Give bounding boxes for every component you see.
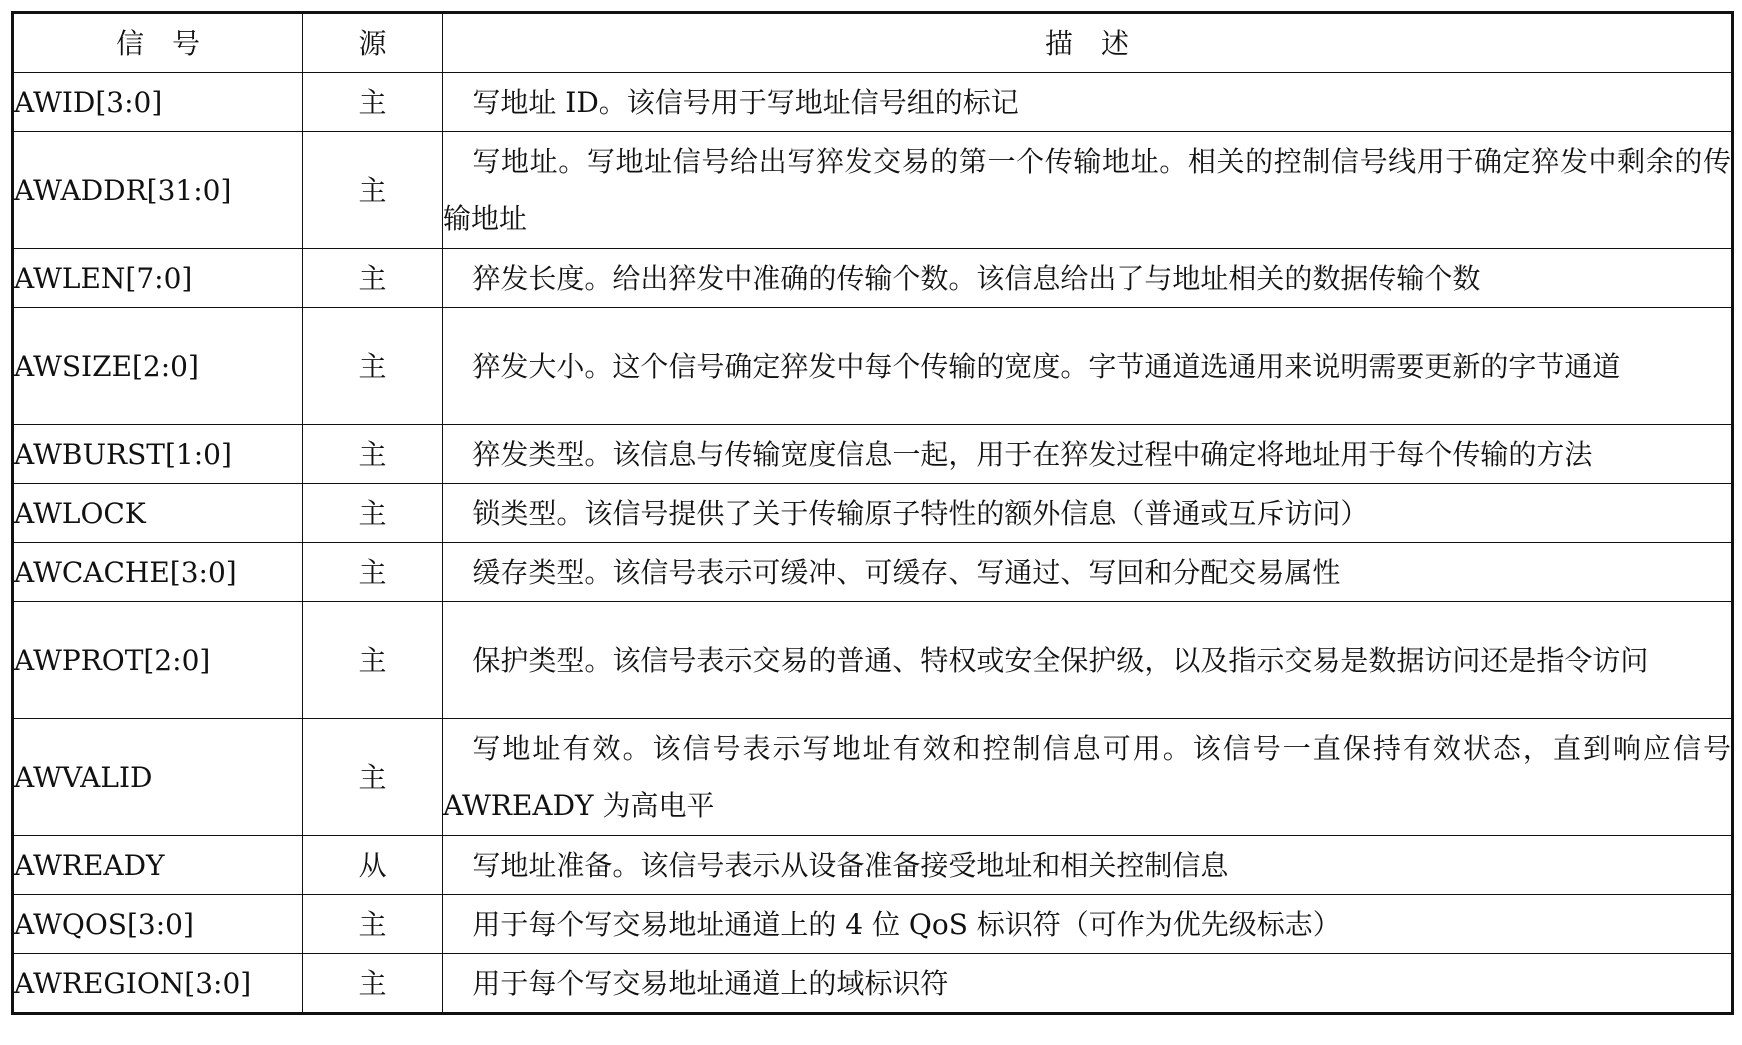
table-row: [13, 132, 1733, 249]
signal-cell: AWPROT[2:0]: [13, 602, 303, 719]
description-text: 用于每个写交易地址通道上的域标识符: [472, 966, 949, 1000]
description-text: 写地址。写地址信号给出写猝发交易的第一个传输地址。相关的控制信号线用于确定猝发中剩余的传输地址: [443, 145, 1731, 235]
signal-cell: AWREADY: [13, 836, 303, 895]
description-cell: [443, 73, 1733, 132]
signal-cell: AWREGION[3:0]: [13, 954, 303, 1014]
signal-cell: AWVALID: [13, 719, 303, 836]
description-cell: [443, 425, 1733, 484]
signal-cell: AWLOCK: [13, 484, 303, 543]
description-cell: [443, 954, 1733, 1014]
source-cell: 主: [303, 73, 443, 132]
table-header-row: [13, 13, 1733, 73]
description-text: 写地址有效。该信号表示写地址有效和控制信息可用。该信号一直保持有效状态，直到响应信号 AWREADY 为高电平: [443, 732, 1731, 822]
description-cell: [443, 895, 1733, 954]
table-row: [13, 73, 1733, 132]
description-cell: [443, 132, 1733, 249]
source-cell: 主: [303, 719, 443, 836]
source-cell: 主: [303, 425, 443, 484]
header-description: 描 述: [443, 13, 1733, 73]
table-row: [13, 954, 1733, 1014]
source-cell: 主: [303, 132, 443, 249]
description-text: 锁类型。该信号提供了关于传输原子特性的额外信息（普通或互斥访问）: [472, 496, 1369, 530]
signal-cell: AWCACHE[3:0]: [13, 543, 303, 602]
description-cell: [443, 249, 1733, 308]
header-source: 源: [303, 13, 443, 73]
table-row: [13, 895, 1733, 954]
description-cell: [443, 719, 1733, 836]
source-cell: 主: [303, 543, 443, 602]
table-row: [13, 836, 1733, 895]
source-cell: 从: [303, 836, 443, 895]
table-row: [13, 719, 1733, 836]
signal-cell: AWQOS[3:0]: [13, 895, 303, 954]
description-text: 保护类型。该信号表示交易的普通、特权或安全保护级，以及指示交易是数据访问还是指令访问: [472, 643, 1649, 677]
signal-cell: AWADDR[31:0]: [13, 132, 303, 249]
description-text: 写地址 ID。该信号用于写地址信号组的标记: [472, 85, 1019, 119]
description-text: 用于每个写交易地址通道上的 4 位 QoS 标识符（可作为优先级标志）: [472, 907, 1341, 941]
description-cell: [443, 543, 1733, 602]
signal-cell: AWLEN[7:0]: [13, 249, 303, 308]
description-cell: [443, 484, 1733, 543]
signal-cell: AWID[3:0]: [13, 73, 303, 132]
signal-table: [11, 11, 1734, 1015]
table-row: [13, 308, 1733, 425]
header-signal: 信 号: [13, 13, 303, 73]
table-row: [13, 484, 1733, 543]
description-text: 猝发类型。该信息与传输宽度信息一起，用于在猝发过程中确定将地址用于每个传输的方法: [472, 437, 1593, 471]
signal-cell: AWBURST[1:0]: [13, 425, 303, 484]
description-text: 写地址准备。该信号表示从设备准备接受地址和相关控制信息: [472, 848, 1229, 882]
description-cell: [443, 836, 1733, 895]
source-cell: 主: [303, 249, 443, 308]
source-cell: 主: [303, 895, 443, 954]
table-row: [13, 543, 1733, 602]
signal-cell: AWSIZE[2:0]: [13, 308, 303, 425]
table-row: [13, 249, 1733, 308]
table-row: [13, 602, 1733, 719]
description-cell: [443, 602, 1733, 719]
source-cell: 主: [303, 308, 443, 425]
table-row: [13, 425, 1733, 484]
source-cell: 主: [303, 954, 443, 1014]
source-cell: 主: [303, 484, 443, 543]
description-text: 猝发大小。这个信号确定猝发中每个传输的宽度。字节通道选通用来说明需要更新的字节通道: [472, 349, 1621, 383]
description-text: 猝发长度。给出猝发中准确的传输个数。该信息给出了与地址相关的数据传输个数: [472, 261, 1481, 295]
source-cell: 主: [303, 602, 443, 719]
description-text: 缓存类型。该信号表示可缓冲、可缓存、写通过、写回和分配交易属性: [472, 555, 1341, 589]
description-cell: [443, 308, 1733, 425]
